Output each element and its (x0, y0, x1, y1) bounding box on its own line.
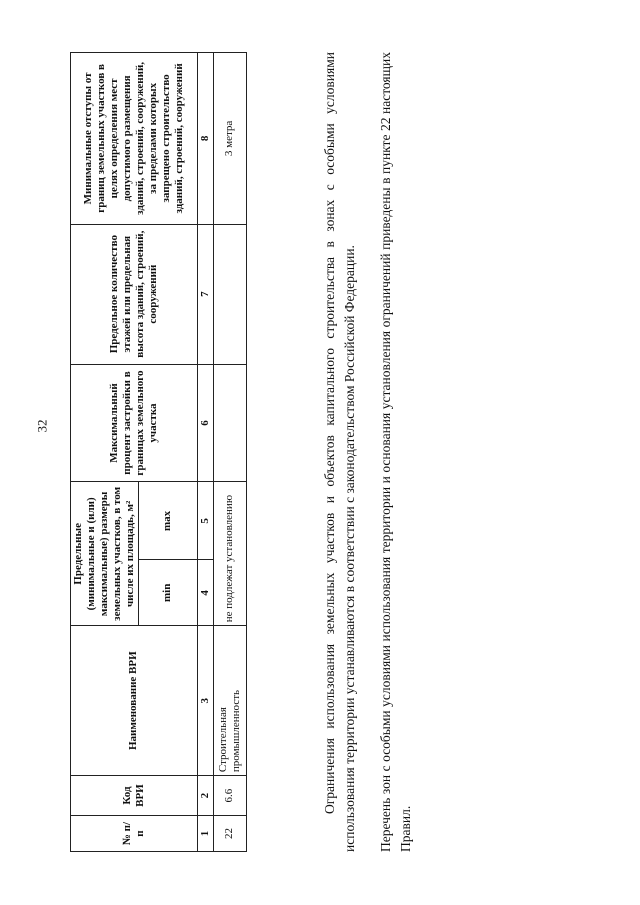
column-number: 5 (197, 482, 213, 560)
column-number: 7 (197, 224, 213, 364)
row-num: 22 (213, 816, 246, 852)
column-number: 1 (197, 816, 213, 852)
row-code: 6.6 (213, 776, 246, 816)
row-percent (213, 364, 246, 482)
row-floors (213, 224, 246, 364)
header-name: Наименование ВРИ (71, 626, 198, 776)
row-setbacks: 3 метра (213, 53, 246, 225)
table-header-row (71, 53, 139, 852)
regulations-table (70, 52, 247, 852)
column-number: 2 (197, 776, 213, 816)
page-number: 32 (34, 419, 50, 433)
row-sizes: не подлежат установлению (213, 482, 246, 626)
header-setbacks: Минимальные отступы от границ земельных участков в целях определения мест допустимого размещения зданий, строений, сооружений, за пределами которых запрещено строительство зданий, строений, сооружений (71, 53, 198, 225)
header-max: max (138, 482, 197, 560)
column-number: 6 (197, 364, 213, 482)
header-num: № п/п (71, 816, 198, 852)
header-floors: Предельное количество этажей или предельная высота зданий, строений, сооружений (71, 224, 198, 364)
column-number: 3 (197, 626, 213, 776)
column-number: 8 (197, 53, 213, 225)
paragraph-restrictions: Ограничения использования земельных участков и объектов капитального строительства в зонах с особыми условиями использования территории устанавливаются в соответствии с законодательством Российской Федерации. (321, 52, 358, 852)
header-min: min (138, 560, 197, 626)
table-row (213, 53, 246, 852)
column-number-row (197, 53, 213, 852)
row-name: Строительная промышленность (213, 626, 246, 776)
header-percent: Максимальный процент застройки в границах земельного участка (71, 364, 198, 482)
header-code: Код ВРИ (71, 776, 198, 816)
header-sizes: Предельные (минимальные и (или) максимальные) размеры земельных участков, в том числе их площадь, м² (71, 482, 139, 626)
paragraph-zone-list: Перечень зон с особыми условиями использования территории и основания установления ограничений приведены в пункте 22 настоящих Правил. (377, 52, 414, 852)
rotated-content (70, 52, 414, 852)
column-number: 4 (197, 560, 213, 626)
